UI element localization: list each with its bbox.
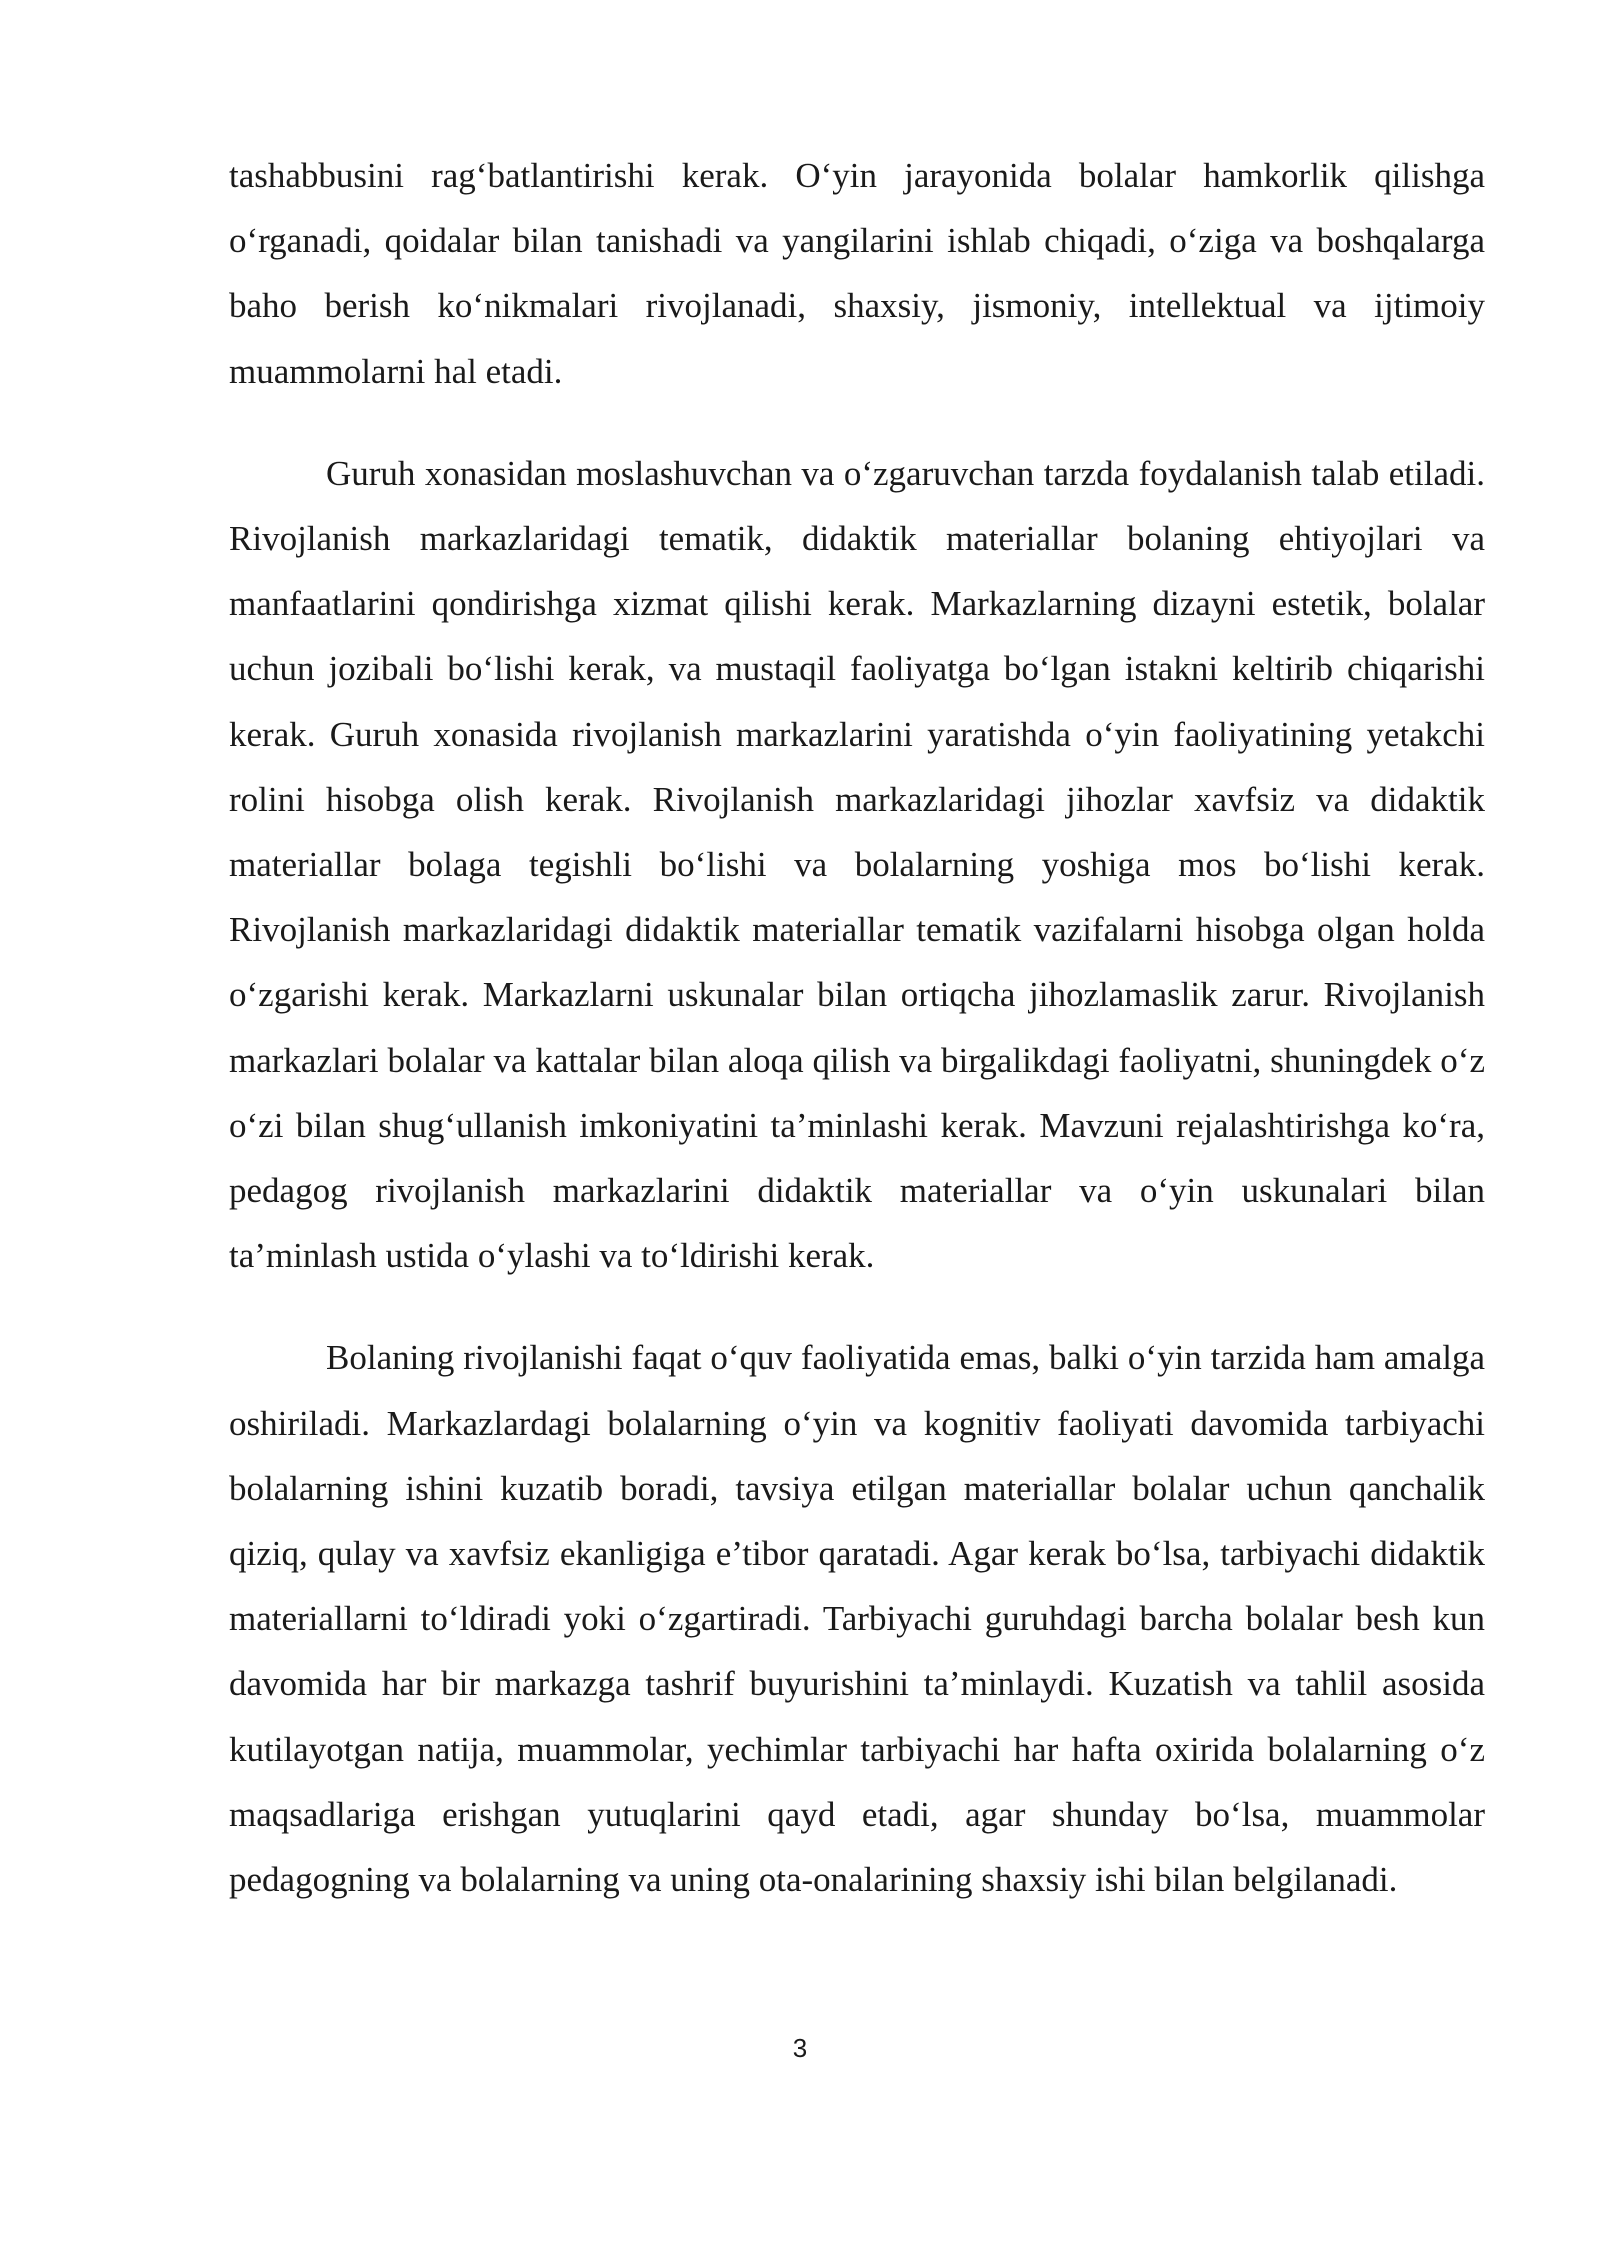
paragraph-continuation: tashabbusini rag‘batlantirishi kerak. O‘yin jarayonida bolalar hamkorlik qilishga o‘rganadi, qoidalar bilan tanishadi va yangilarini ishlab chiqadi, o‘ziga va boshqalarga baho berish ko‘nikmalari rivojlanadi, shaxsiy, jismoniy, intellektual va ijtimoiy muammolarni hal etadi. bbox=[229, 156, 1485, 391]
page-number: 3 bbox=[792, 2033, 808, 2063]
document-body bbox=[229, 143, 1485, 1912]
paragraph-child-development: Bolaning rivojlanishi faqat o‘quv faoliyatida emas, balki o‘yin tarzida ham amalga oshiriladi. Markazlardagi bolalarning o‘yin va kognitiv faoliyati davomida tarbiyachi bolalarning ishini kuzatib boradi, tavsiya etilgan materiallar bolalar uchun qanchalik qiziq, qulay va xavfsiz ekanligiga e’tibor qaratadi. Agar kerak bo‘lsa, tarbiyachi didaktik materiallarni to‘ldiradi yoki o‘zgartiradi. Tarbiyachi guruhdagi barcha bolalar besh kun davomida har bir markazga tashrif buyurishini ta’minlaydi. Kuzatish va tahlil asosida kutilayotgan natija, muammolar, yechimlar tarbiyachi har hafta oxirida bolalarning o‘z maqsadlariga erishgan yutuqlarini qayd etadi, agar shunday bo‘lsa, muammolar pedagogning va bolalarning va uning ota-onalarining shaxsiy ishi bilan belgilanadi. bbox=[229, 1338, 1485, 1900]
paragraph-group-room: Guruh xonasidan moslashuvchan va o‘zgaruvchan tarzda foydalanish talab etiladi. Rivojlanish markazlaridagi tematik, didaktik materiallar bolaning ehtiyojlari va manfaatlarini qondirishga xizmat qilishi kerak. Markazlarning dizayni estetik, bolalar uchun jozibali bo‘lishi kerak, va mustaqil faoliyatga bo‘lgan istakni keltirib chiqarishi kerak. Guruh xonasida rivojlanish markazlarini yaratishda o‘yin faoliyatining yetakchi rolini hisobga olish kerak. Rivojlanish markazlaridagi jihozlar xavfsiz va didaktik materiallar bolaga tegishli bo‘lishi va bolalarning yoshiga mos bo‘lishi kerak. Rivojlanish markazlaridagi didaktik materiallar tematik vazifalarni hisobga olgan holda o‘zgarishi kerak. Markazlarni uskunalar bilan ortiqcha jihozlamaslik zarur. Rivojlanish markazlari bolalar va kattalar bilan aloqa qilish va birgalikdagi faoliyatni, shuningdek o‘z o‘zi bilan shug‘ullanish imkoniyatini ta’minlashi kerak. Mavzuni rejalashtirishga ko‘ra, pedagog rivojlanish markazlarini didaktik materiallar va o‘yin uskunalari bilan ta’minlash ustida o‘ylashi va to‘ldirishi kerak. bbox=[229, 453, 1485, 1276]
